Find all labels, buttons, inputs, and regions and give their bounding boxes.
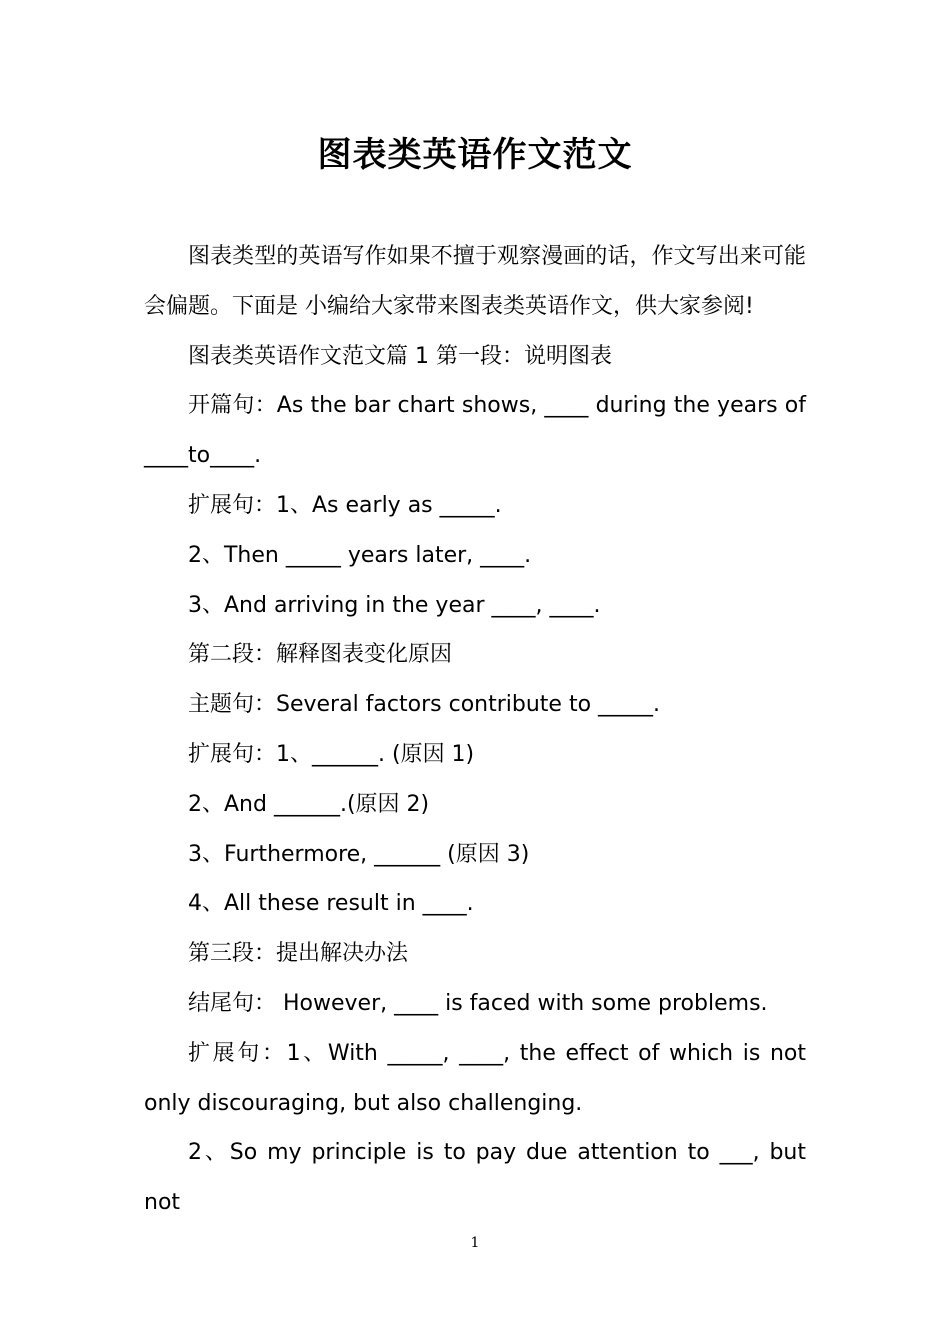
paragraph-section-2-heading: 第二段：解释图表变化原因 [188,642,453,668]
document-body [144,232,806,1228]
paragraph-closing-sentence: 结尾句： However, ____ is faced with some problems. [188,990,768,1016]
paragraph-expansion-3: 3、And arriving in the year ____, ____. [188,592,601,618]
paragraph-topic-sentence: 主题句：Several factors contribute to _____. [188,692,661,718]
paragraph-opening-sentence: 开篇句：As the bar chart shows, ____ during the years of ____to____. [144,393,806,469]
document-title: 图表类英语作文范文 [317,134,633,175]
paragraph-reason-3: 3、Furthermore, ______ (原因 3) [188,841,530,867]
paragraph-expansion-1: 扩展句：1、As early as _____. [188,492,502,518]
paragraph-expansion-2: 2、Then _____ years later, ____. [188,542,532,568]
page-number: 1 [470,1235,480,1251]
paragraph-essay-heading: 图表类英语作文范文篇 1 第一段：说明图表 [188,343,612,369]
paragraph-closing-expansion-2: 2、So my principle is to pay due attention to ___, but not [144,1140,806,1216]
paragraph-intro: 图表类型的英语写作如果不擅于观察漫画的话，作文写出来可能会偏题。下面是 小编给大家带来图表类英语作文，供大家参阅! [144,244,806,319]
paragraph-reason-1: 扩展句：1、______. (原因 1) [188,741,475,767]
paragraph-result: 4、All these result in ____. [188,891,474,917]
paragraph-closing-expansion-1: 扩展句：1、With _____, ____, the effect of which is not only discouraging, but also challenging. [144,1040,806,1116]
paragraph-section-3-heading: 第三段：提出解决办法 [188,941,409,967]
paragraph-reason-2: 2、And ______.(原因 2) [188,791,430,817]
